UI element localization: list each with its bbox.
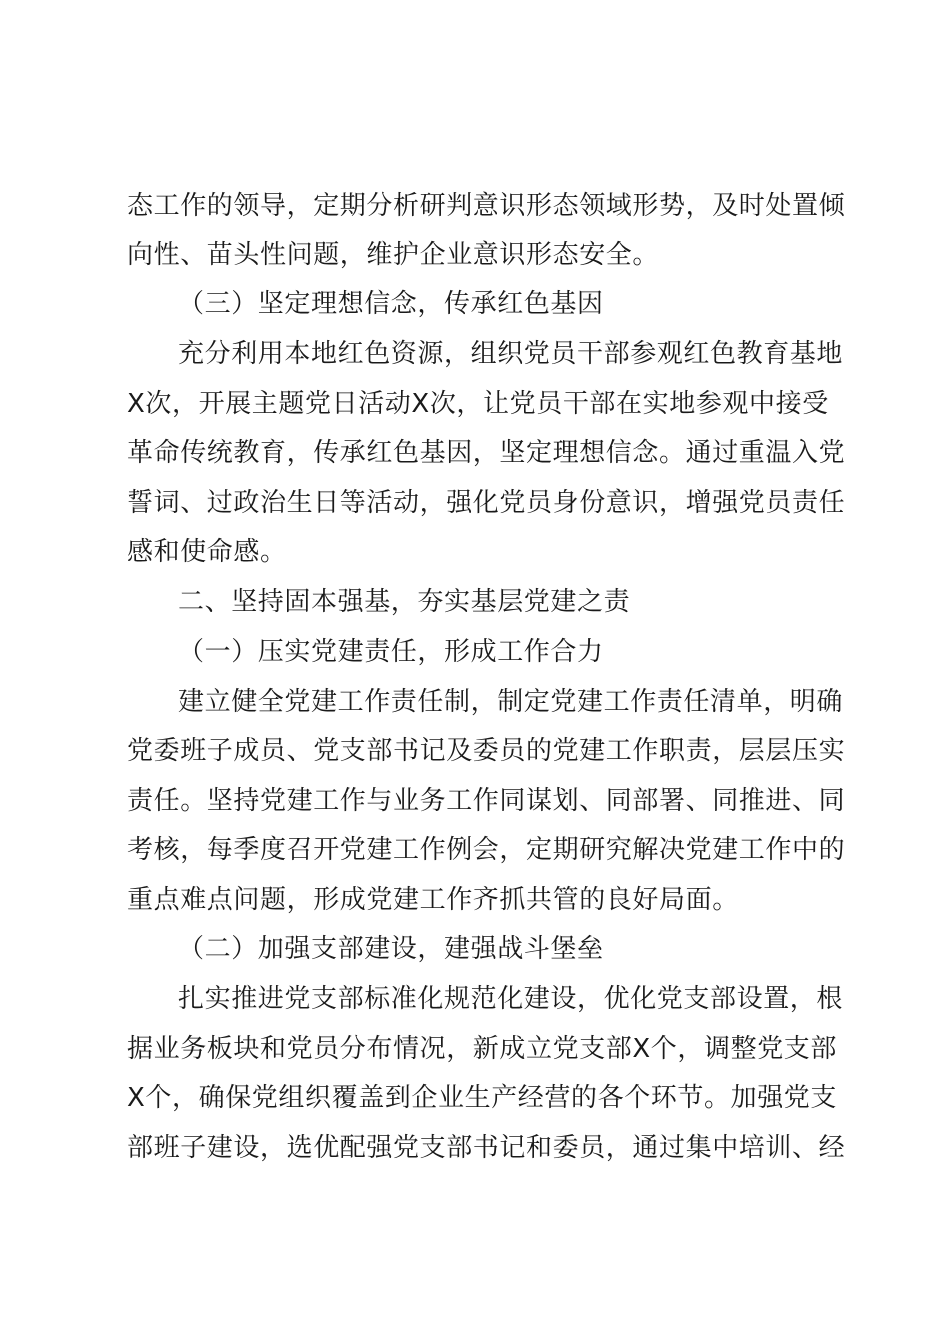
text-line: 部班子建设，选优配强党支部书记和委员，通过集中培训、经 (127, 1133, 846, 1163)
text-line: X个，确保党组织覆盖到企业生产经营的各个环节。加强党支 (127, 1083, 838, 1113)
text-line: 充分利用本地红色资源，组织党员干部参观红色教育基地 (178, 339, 844, 369)
text-line: 革命传统教育，传承红色基因，坚定理想信念。通过重温入党 (127, 438, 846, 468)
text-line: 党委班子成员、党支部书记及委员的党建工作职责，层层压实 (127, 736, 846, 766)
section-heading: （三）坚定理想信念，传承红色基因 (178, 289, 604, 319)
text-line: 责任。坚持党建工作与业务工作同谋划、同部署、同推进、同 (127, 786, 846, 816)
text-line: 向性、苗头性问题，维护企业意识形态安全。 (127, 240, 660, 270)
text-line: X次，开展主题党日活动X次，让党员干部在实地参观中接受 (127, 389, 829, 419)
chapter-heading: 二、坚持固本强基，夯实基层党建之责 (178, 587, 631, 617)
text-line: 重点难点问题，形成党建工作齐抓共管的良好局面。 (127, 885, 739, 915)
text-line: 考核，每季度召开党建工作例会，定期研究解决党建工作中的 (127, 835, 846, 865)
text-line: 扎实推进党支部标准化规范化建设，优化党支部设置，根 (178, 984, 844, 1014)
section-heading: （一）压实党建责任，形成工作合力 (178, 637, 604, 667)
text-line: 感和使命感。 (127, 537, 287, 567)
section-heading: （二）加强支部建设，建强战斗堡垒 (178, 934, 604, 964)
text-line: 誓词、过政治生日等活动，强化党员身份意识，增强党员责任 (127, 488, 846, 518)
text-line: 建立健全党建工作责任制，制定党建工作责任清单，明确 (178, 687, 844, 717)
text-line: 据业务板块和党员分布情况，新成立党支部X个，调整党支部 (127, 1034, 838, 1064)
text-line: 态工作的领导，定期分析研判意识形态领域形势，及时处置倾 (127, 191, 846, 221)
